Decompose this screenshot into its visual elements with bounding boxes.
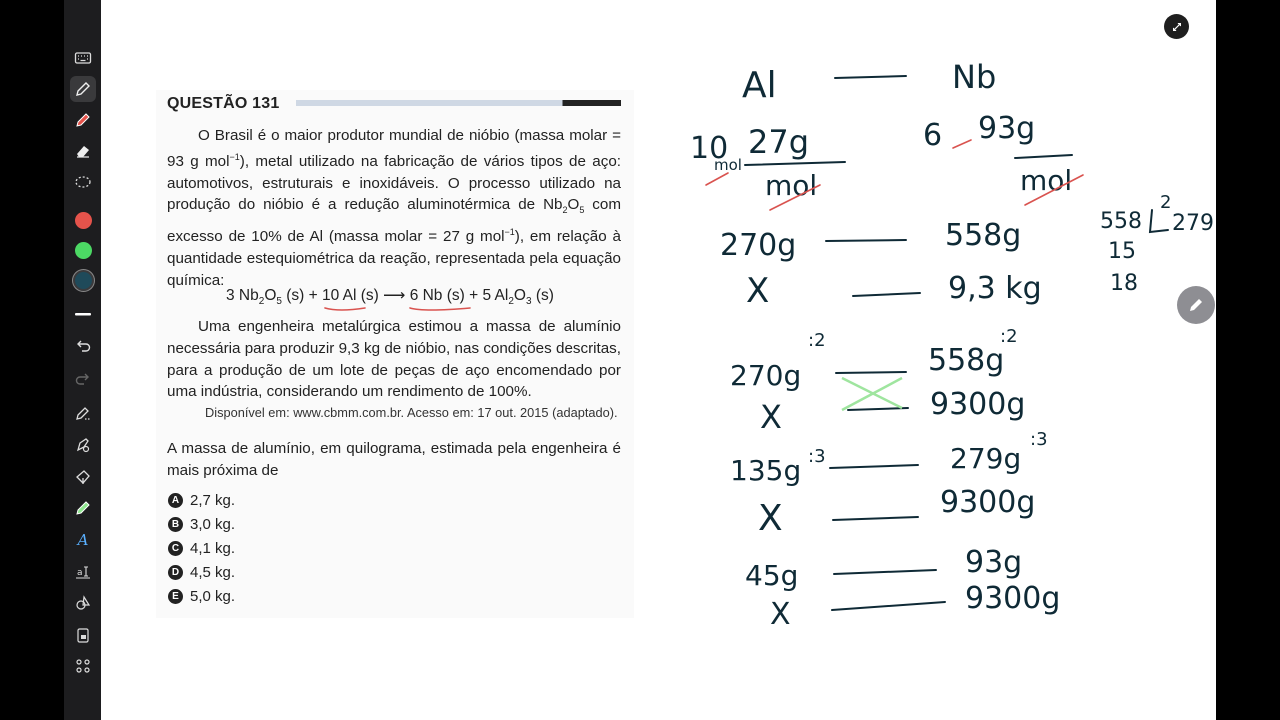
hw-279: 279 [1172,211,1214,236]
eraser-icon[interactable] [70,138,96,164]
hw-10: 10 [690,131,729,166]
option-a: A 2,7 kg. [168,492,235,509]
text-icon[interactable] [70,527,96,553]
right-letterbox [1216,0,1280,720]
hw-558g-1: 558g [945,218,1022,253]
color-red-swatch[interactable] [70,207,96,233]
hw-x-3: X [758,498,783,539]
hw-6: 6 [923,118,943,153]
hw-div3-b: :3 [1030,429,1048,450]
question-paragraph-2: Uma engenheira metalúrgica estimou a massa de alumínio necessária para produzir 9,3 kg de nióbio, nas condições descritas, para a produção de um lote de peças de aço encomendado por uma indústria, considerando um rendimento de 100%. [167,318,621,401]
hw-mol-1: mol [765,169,818,202]
svg-text:a: a [77,568,83,578]
hw-279g: 279g [950,442,1022,475]
lasso-icon[interactable] [70,170,96,196]
keyboard-icon[interactable] [70,45,96,71]
hw-270g-2: 270g [730,359,802,392]
shape-pen-icon[interactable] [70,400,96,426]
option-e: E 5,0 kg. [168,588,235,605]
marker-icon[interactable] [70,495,96,521]
option-c: C 4,1 kg. [168,540,235,557]
question-title: QUESTÃO 131 [167,95,280,112]
hw-135g: 135g [730,454,802,487]
hw-15: 15 [1108,239,1136,264]
hw-divisor-2: 2 [1160,192,1172,213]
hw-558: 558 [1100,209,1142,234]
svg-text:A: A [77,531,89,549]
color-teal-swatch[interactable] [70,267,96,293]
hw-al: Al [742,65,777,106]
hw-div3-a: :3 [808,446,826,467]
hw-div2-a: :2 [808,330,826,351]
left-letterbox [0,0,64,720]
lock-icon[interactable] [70,622,96,648]
redo-icon[interactable] [70,367,96,393]
hw-nb: Nb [952,58,997,96]
hw-558g-2: 558g [928,343,1005,378]
hw-270g-1: 270g [720,228,797,263]
hw-27g: 27g [748,123,810,161]
hw-9300g-1: 9300g [930,387,1026,422]
more-icon[interactable] [70,653,96,679]
shapes-icon[interactable] [70,590,96,616]
title-rule [296,100,621,106]
hw-93kg: 9,3 kg [948,271,1042,306]
highlighter-icon[interactable] [70,107,96,133]
stroke-width-icon[interactable] [70,301,96,327]
undo-icon[interactable] [70,334,96,360]
hw-93g: 93g [978,111,1036,146]
hw-18: 18 [1110,271,1138,296]
pen-icon[interactable] [70,76,96,102]
question-paragraph-1: O Brasil é o maior produtor mundial de nióbio (massa molar = 93 g mol$^{-1}$), metal utilizado na fabricação de vários tipos de aço: automotivos, estruturais e inoxidáveis. O processo utilizado na produção do nióbio é a redução aluminotérmica de $Nb_2O_5$ com excesso de 10% de Al (massa molar = 27 g mol$^{-1}$), em relação à quantidade estequiométrica da reação, representada pela equação química: [167,127,621,289]
hw-x-2: X [760,398,782,436]
hw-div2-b: :2 [1000,326,1018,347]
tool-sidebar [64,0,101,720]
edit-pencil-button[interactable] [1177,286,1215,324]
hw-x-4: X [770,597,791,632]
hw-mol-small: mol [714,156,742,174]
chemical-equation: 3 $Nb_2O_5$ (s) + 10 Al (s) ⟶ 6 Nb (s) + 5 $Al_2O_3$ (s) [226,287,554,308]
tape-icon[interactable] [70,432,96,458]
hw-x-1: X [746,271,770,311]
option-b: B 3,0 kg. [168,516,235,533]
laser-icon[interactable] [70,464,96,490]
hw-9300g-2: 9300g [940,485,1036,520]
hw-mol-2: mol [1020,164,1073,197]
hw-45g: 45g [745,559,799,592]
question-prompt: A massa de alumínio, em quilograma, estimada pela engenheira é mais próxima de [167,440,621,479]
color-green-swatch[interactable] [70,237,96,263]
collapse-icon[interactable] [1164,14,1189,39]
hw-93g-2: 93g [965,545,1023,580]
text-size-icon[interactable] [70,559,96,585]
option-d: D 4,5 kg. [168,564,235,581]
source-citation: Disponível em: www.cbmm.com.br. Acesso em: 17 out. 2015 (adaptado). [205,405,618,420]
hw-9300g-3: 9300g [965,581,1061,616]
